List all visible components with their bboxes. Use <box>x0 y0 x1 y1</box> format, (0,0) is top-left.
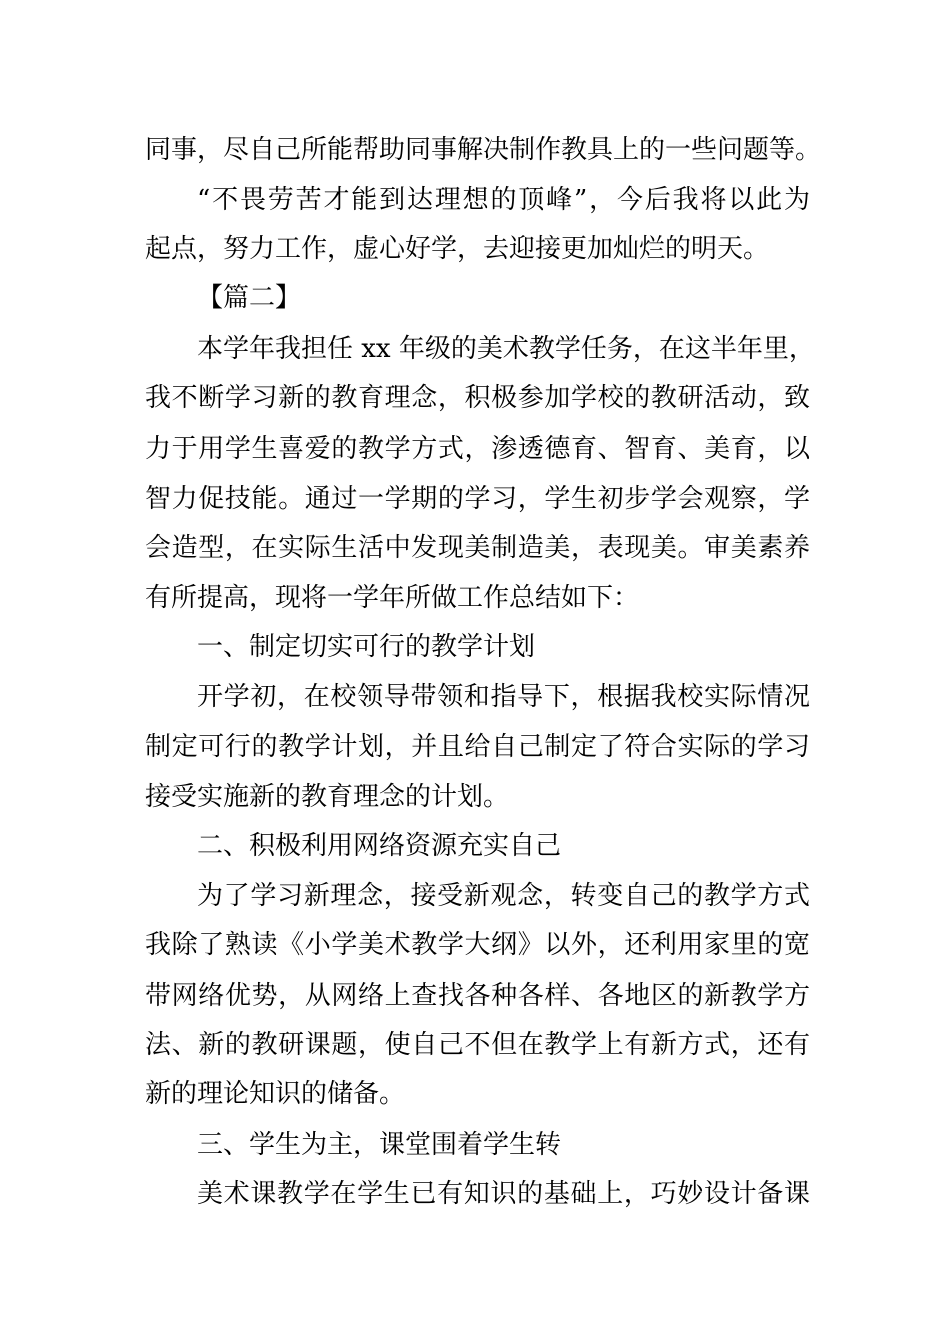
text-line-9: 会造型，在实际生活中发现美制造美，表现美。审美素养 <box>145 533 810 563</box>
subheading-1: 一、制定切实可行的教学计划 <box>197 632 536 662</box>
text-line-17: 我除了熟读《小学美术教学大纲》以外，还利用家里的宽 <box>145 930 810 960</box>
text-line-13: 制定可行的教学计划，并且给自己制定了符合实际的学习 <box>145 732 810 762</box>
text-line-3: 起点，努力工作，虚心好学，去迎接更加灿烂的明天。 <box>145 234 770 264</box>
text-line-6: 我不断学习新的教育理念，积极参加学校的教研活动，致 <box>145 383 810 413</box>
text-line-20: 新的理论知识的储备。 <box>145 1079 406 1109</box>
subheading-3: 三、学生为主，课堂围着学生转 <box>197 1130 562 1160</box>
text-line-14: 接受实施新的教育理念的计划。 <box>145 782 510 812</box>
text-line-22: 美术课教学在学生已有知识的基础上，巧妙设计备课 <box>197 1179 810 1209</box>
text-line-10: 有所提高，现将一学年所做工作总结如下： <box>145 583 640 613</box>
text-line-8: 智力促技能。通过一学期的学习，学生初步学会观察，学 <box>145 484 810 514</box>
text-line-16: 为了学习新理念，接受新观念，转变自己的教学方式 <box>197 881 810 911</box>
text-line-12: 开学初，在校领导带领和指导下，根据我校实际情况 <box>197 682 810 712</box>
section-heading: 【篇二】 <box>197 283 302 313</box>
text-line-18: 带网络优势，从网络上查找各种各样、各地区的新教学方 <box>145 981 810 1011</box>
subheading-2: 二、积极利用网络资源充实自己 <box>197 831 562 861</box>
text-line-7: 力于用学生喜爱的教学方式，渗透德育、智育、美育，以 <box>145 434 810 464</box>
text-line-1: 同事，尽自己所能帮助同事解决制作教具上的一些问题等。 <box>145 135 822 165</box>
text-line-19: 法、新的教研课题，使自己不但在教学上有新方式，还有 <box>145 1030 810 1060</box>
text-line-2: “不畏劳苦才能到达理想的顶峰”，今后我将以此为 <box>197 185 810 215</box>
text-line-5: 本学年我担任 xx 年级的美术教学任务，在这半年里， <box>197 334 815 364</box>
